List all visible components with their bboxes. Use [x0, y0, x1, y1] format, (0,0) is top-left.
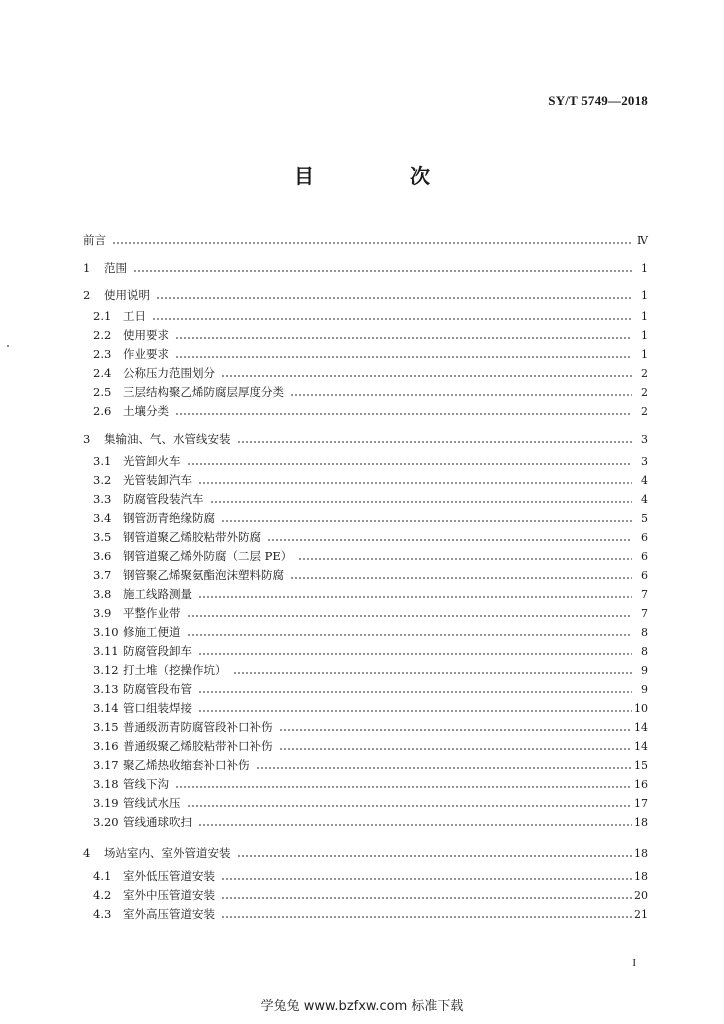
toc-entry-page: 8 — [641, 625, 648, 639]
dot-leader — [156, 297, 632, 299]
toc-entry-page: 1 — [641, 328, 648, 342]
toc-entry[interactable] — [93, 867, 648, 885]
toc-entry-label: 普通级沥青防腐管段补口补伤 — [123, 720, 273, 734]
toc-entry-label: 普通级聚乙烯胶粘带补口补伤 — [123, 739, 273, 753]
toc-entry[interactable] — [93, 775, 648, 793]
dot-leader — [175, 413, 632, 415]
toc-entry-number: 3.9 — [93, 606, 112, 620]
toc-entry-number: 2 — [83, 288, 91, 302]
toc-entry[interactable] — [93, 490, 648, 508]
dot-leader — [267, 539, 632, 541]
toc-entry-label: 室外中压管道安装 — [123, 888, 215, 902]
toc-entry-label: 防腐管段装汽车 — [123, 492, 204, 506]
toc-entry-label: 平整作业带 — [123, 606, 181, 620]
toc-entry[interactable] — [93, 528, 648, 546]
dot-leader — [152, 318, 632, 320]
toc-entry-label: 使用说明 — [104, 288, 150, 302]
toc-entry-page: 4 — [641, 473, 648, 487]
toc-entry[interactable] — [93, 471, 648, 489]
toc-entry-number: 2.6 — [93, 404, 112, 418]
dot-leader — [198, 710, 632, 712]
toc-entry-page: 9 — [641, 682, 648, 696]
toc-entry-label: 钢管沥青绝缘防腐 — [123, 511, 215, 525]
toc-entry-page: 9 — [641, 663, 648, 677]
toc-entry-number: 3.18 — [93, 777, 119, 791]
toc-entry-label: 打土堆（挖操作坑） — [123, 663, 227, 677]
toc-entry-page: 4 — [641, 492, 648, 506]
dot-leader — [175, 337, 632, 339]
toc-entry-page: 6 — [641, 530, 648, 544]
toc-entry-page: 1 — [641, 288, 648, 302]
toc-entry[interactable] — [93, 794, 648, 812]
dot-leader — [198, 824, 632, 826]
dot-leader — [187, 463, 633, 465]
toc-entry-label: 光管卸火车 — [123, 454, 181, 468]
toc-entry[interactable] — [83, 286, 648, 304]
toc-entry[interactable] — [93, 756, 648, 774]
dot-leader — [112, 242, 632, 244]
toc-entry[interactable] — [93, 813, 648, 831]
toc-entry[interactable] — [93, 566, 648, 584]
toc-entry-label: 管线通球吹扫 — [123, 815, 192, 829]
toc-entry-page: 6 — [641, 549, 648, 563]
toc-entry-label: 钢管道聚乙烯外防腐（二层 PE） — [123, 549, 293, 563]
toc-entry[interactable] — [93, 307, 648, 325]
toc-entry-number: 4 — [83, 846, 91, 860]
dot-leader — [210, 501, 633, 503]
toc-entry-label: 防腐管段卸车 — [123, 644, 192, 658]
toc-entry-label: 室外高压管道安装 — [123, 907, 215, 921]
toc-entry-label: 作业要求 — [123, 347, 169, 361]
toc-entry[interactable] — [93, 585, 648, 603]
toc-entry[interactable] — [93, 326, 648, 344]
toc-entry-page: 1 — [641, 347, 648, 361]
toc-entry-page: 3 — [641, 454, 648, 468]
toc-entry-number: 2.3 — [93, 347, 112, 361]
toc-entry-number: 3.11 — [93, 644, 119, 658]
toc-entry[interactable] — [93, 737, 648, 755]
toc-entry-page: 14 — [634, 720, 648, 734]
toc-entry-page: 7 — [641, 606, 648, 620]
dot-leader — [256, 767, 633, 769]
dot-leader — [175, 786, 632, 788]
toc-entry-number: 3.7 — [93, 568, 112, 582]
toc-entry[interactable] — [93, 623, 648, 641]
toc-entry-number: 3.5 — [93, 530, 112, 544]
toc-entry-label: 场站室内、室外管道安装 — [104, 846, 231, 860]
dot-leader — [233, 672, 633, 674]
toc-entry-label: 使用要求 — [123, 328, 169, 342]
toc-entry-page: 1 — [641, 261, 648, 275]
toc-entry-number: 3.8 — [93, 587, 112, 601]
toc-entry[interactable] — [93, 402, 648, 420]
toc-entry[interactable] — [93, 452, 648, 470]
toc-entry-page: Ⅳ — [637, 233, 648, 247]
toc-entry-number: 3.13 — [93, 682, 119, 696]
toc-entry-number: 3.10 — [93, 625, 119, 639]
toc-entry[interactable] — [93, 509, 648, 527]
toc-entry[interactable] — [93, 383, 648, 401]
toc-entry-page: 18 — [634, 846, 648, 860]
toc-entry-page: 2 — [641, 366, 648, 380]
toc-entry-page: 2 — [641, 404, 648, 418]
dot-leader — [298, 558, 632, 560]
toc-entry-label: 管线下沟 — [123, 777, 169, 791]
toc-entry-label: 聚乙烯热收缩套补口补伤 — [123, 758, 250, 772]
toc-entry-label: 三层结构聚乙烯防腐层厚度分类 — [123, 385, 284, 399]
dot-leader — [279, 748, 633, 750]
toc-entry[interactable] — [93, 364, 648, 382]
dot-leader — [187, 615, 633, 617]
dot-leader — [198, 691, 632, 693]
toc-entry-label: 管口组装焊接 — [123, 701, 192, 715]
dot-leader — [221, 916, 632, 918]
toc-entry-number: 4.3 — [93, 907, 112, 921]
toc-entry-number: 3.1 — [93, 454, 112, 468]
toc-entry-label: 防腐管段布管 — [123, 682, 192, 696]
toc-entry-number: 3.3 — [93, 492, 112, 506]
toc-entry-number: 2.5 — [93, 385, 112, 399]
toc-entry-label: 室外低压管道安装 — [123, 869, 215, 883]
toc-entry[interactable] — [93, 642, 648, 660]
toc-entry[interactable] — [83, 844, 648, 862]
dot-leader — [187, 634, 633, 636]
toc-entry[interactable] — [93, 604, 648, 622]
toc-entry[interactable] — [83, 430, 648, 448]
page-title: 目 次 — [294, 164, 468, 188]
toc-entry-label: 修施工便道 — [123, 625, 181, 639]
toc-entry-number: 3.12 — [93, 663, 119, 677]
toc-entry-page: 1 — [641, 309, 648, 323]
site-watermark: 学兔兔 www.bzfxw.com 标准下载 — [260, 999, 464, 1014]
toc-entry[interactable] — [93, 699, 648, 717]
toc-entry[interactable] — [93, 718, 648, 736]
toc-entry-page: 10 — [634, 701, 648, 715]
toc-entry-number: 2.1 — [93, 309, 112, 323]
toc-entry-number: 3.16 — [93, 739, 119, 753]
toc-entry-page: 8 — [641, 644, 648, 658]
toc-entry-page: 20 — [634, 888, 648, 902]
toc-entry-label: 钢管聚乙烯聚氨酯泡沫塑料防腐 — [123, 568, 284, 582]
toc-entry-number: 3 — [83, 432, 91, 446]
toc-entry-page: 21 — [634, 907, 648, 921]
dot-leader — [133, 270, 632, 272]
toc-entry-page: 6 — [641, 568, 648, 582]
toc-entry-label: 范围 — [104, 261, 127, 275]
toc-entry[interactable] — [83, 259, 648, 277]
toc-entry[interactable] — [93, 905, 648, 923]
toc-entry-label: 集输油、气、水管线安装 — [104, 432, 231, 446]
dot-leader — [221, 375, 632, 377]
toc-entry-number: 3.17 — [93, 758, 119, 772]
toc-entry-number: 2.2 — [93, 328, 112, 342]
dot-leader — [290, 577, 632, 579]
toc-entry-label: 光管装卸汽车 — [123, 473, 192, 487]
toc-entry-label: 钢管道聚乙烯胶粘带外防腐 — [123, 530, 261, 544]
dot-leader — [221, 897, 632, 899]
toc-entry[interactable] — [93, 547, 648, 565]
toc-entry-label: 前言 — [83, 233, 106, 247]
toc-entry-page: 5 — [641, 511, 648, 525]
toc-entry-page: 18 — [634, 869, 648, 883]
toc-entry-number: 3.19 — [93, 796, 119, 810]
dot-leader — [279, 729, 633, 731]
toc-entry-number: 3.2 — [93, 473, 112, 487]
page-number: I — [632, 957, 636, 969]
toc-entry[interactable] — [83, 231, 648, 249]
toc-entry-number: 3.6 — [93, 549, 112, 563]
toc-entry-page: 14 — [634, 739, 648, 753]
toc-entry-label: 土壤分类 — [123, 404, 169, 418]
dot-leader — [187, 805, 633, 807]
dot-leader — [237, 855, 633, 857]
toc-entry[interactable] — [93, 345, 648, 363]
toc-entry-number: 3.14 — [93, 701, 119, 715]
toc-entry-label: 施工线路测量 — [123, 587, 192, 601]
dot-leader — [221, 520, 632, 522]
toc-entry-page: 16 — [634, 777, 648, 791]
toc-entry-number: 2.4 — [93, 366, 112, 380]
standard-code: SY/T 5749—2018 — [548, 93, 648, 108]
toc-entry-label: 管线试水压 — [123, 796, 181, 810]
dot-leader — [198, 653, 632, 655]
toc-entry[interactable] — [93, 886, 648, 904]
toc-entry-number: 1 — [83, 261, 91, 275]
dot-leader — [221, 878, 632, 880]
toc-entry-page: 17 — [634, 796, 648, 810]
toc-entry-page: 18 — [634, 815, 648, 829]
toc-entry-label: 公称压力范围划分 — [123, 366, 215, 380]
toc-entry[interactable] — [93, 680, 648, 698]
dot-leader — [290, 394, 632, 396]
dot-leader — [198, 482, 632, 484]
toc-entry-page: 15 — [634, 758, 648, 772]
toc-entry-number: 4.1 — [93, 869, 112, 883]
toc-entry-page: 2 — [641, 385, 648, 399]
dot-leader — [237, 441, 633, 443]
toc-entry-number: 3.15 — [93, 720, 119, 734]
toc-entry-page: 3 — [641, 432, 648, 446]
toc-entry-number: 3.20 — [93, 815, 119, 829]
dot-leader — [198, 596, 632, 598]
toc-entry[interactable] — [93, 661, 648, 679]
toc-entry-label: 工日 — [123, 309, 146, 323]
toc-entry-number: 4.2 — [93, 888, 112, 902]
toc-entry-page: 7 — [641, 587, 648, 601]
dot-leader — [175, 356, 632, 358]
scan-artifact — [7, 345, 9, 347]
toc-entry-number: 3.4 — [93, 511, 112, 525]
